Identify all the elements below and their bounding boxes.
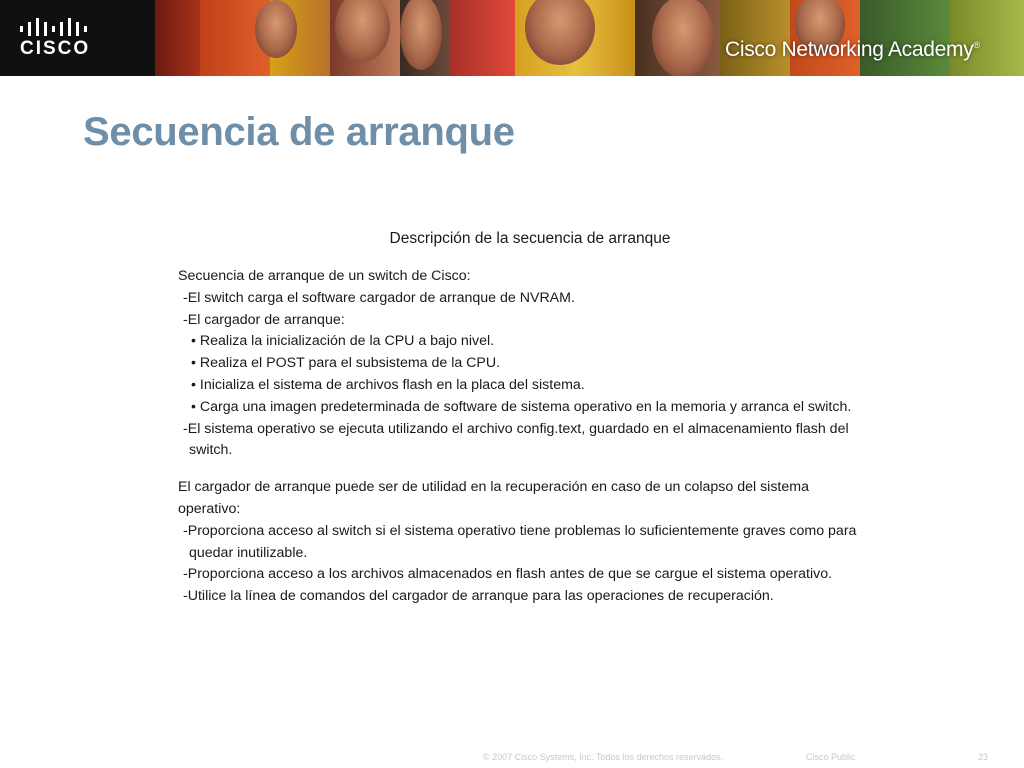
academy-title — [725, 38, 980, 62]
text-line: • Carga una imagen predeterminada de software de sistema operativo en la memoria y arranca el switch. — [191, 398, 852, 415]
text-line: -El cargador de arranque: — [183, 311, 345, 328]
content-panel — [178, 226, 878, 608]
banner-photo-segment — [155, 0, 200, 76]
footer-classification: Cisco Public — [806, 752, 856, 762]
text-line: • Realiza la inicialización de la CPU a bajo nivel. — [191, 333, 495, 350]
paragraph-gap — [178, 462, 878, 477]
text-line: quedar inutilizable. — [189, 544, 308, 561]
text-line: • Realiza el POST para el subsistema de la CPU. — [191, 355, 501, 372]
text-line: Secuencia de arranque de un switch de Cisco: — [178, 268, 471, 284]
trademark-symbol: ® — [973, 40, 980, 50]
text-line: -El switch carga el software cargador de arranque de NVRAM. — [183, 289, 575, 306]
academy-text: Cisco Networking Academy — [725, 38, 974, 61]
cisco-bridge-icon — [20, 18, 92, 36]
banner-photo-segment — [450, 0, 515, 76]
banner-face-image — [652, 0, 714, 76]
cisco-wordmark: CISCO — [20, 38, 91, 59]
text-line: -El sistema operativo se ejecuta utilizando el archivo config.text, guardado en el almacenamiento flash del — [183, 420, 849, 437]
text-line: -Proporciona acceso a los archivos almacenados en flash antes de que se cargue el sistema operativo. — [183, 566, 833, 583]
text-line: -Proporciona acceso al switch si el sistema operativo tiene problemas lo suficientemente graves como para — [183, 522, 857, 539]
text-line: -Utilice la línea de comandos del cargador de arranque para las operaciones de recuperación. — [183, 588, 774, 605]
text-line: El cargador de arranque puede ser de utilidad en la recuperación en caso de un colapso del sistema — [178, 479, 809, 496]
panel-text-lines — [178, 266, 878, 608]
panel-heading: Descripción de la secuencia de arranque — [389, 230, 671, 247]
header-banner — [0, 0, 1024, 76]
banner-face-image — [255, 0, 297, 58]
slide-title: Secuencia de arranque — [83, 110, 515, 154]
cisco-logo — [0, 0, 155, 76]
text-line: operativo: — [178, 500, 241, 517]
text-line: • Inicializa el sistema de archivos flash en la placa del sistema. — [191, 376, 585, 393]
text-line: switch. — [189, 442, 233, 459]
footer-copyright: © 2007 Cisco Systems, Inc. Todos los derechos reservados. — [483, 752, 724, 762]
footer-page-number: 23 — [978, 752, 989, 762]
